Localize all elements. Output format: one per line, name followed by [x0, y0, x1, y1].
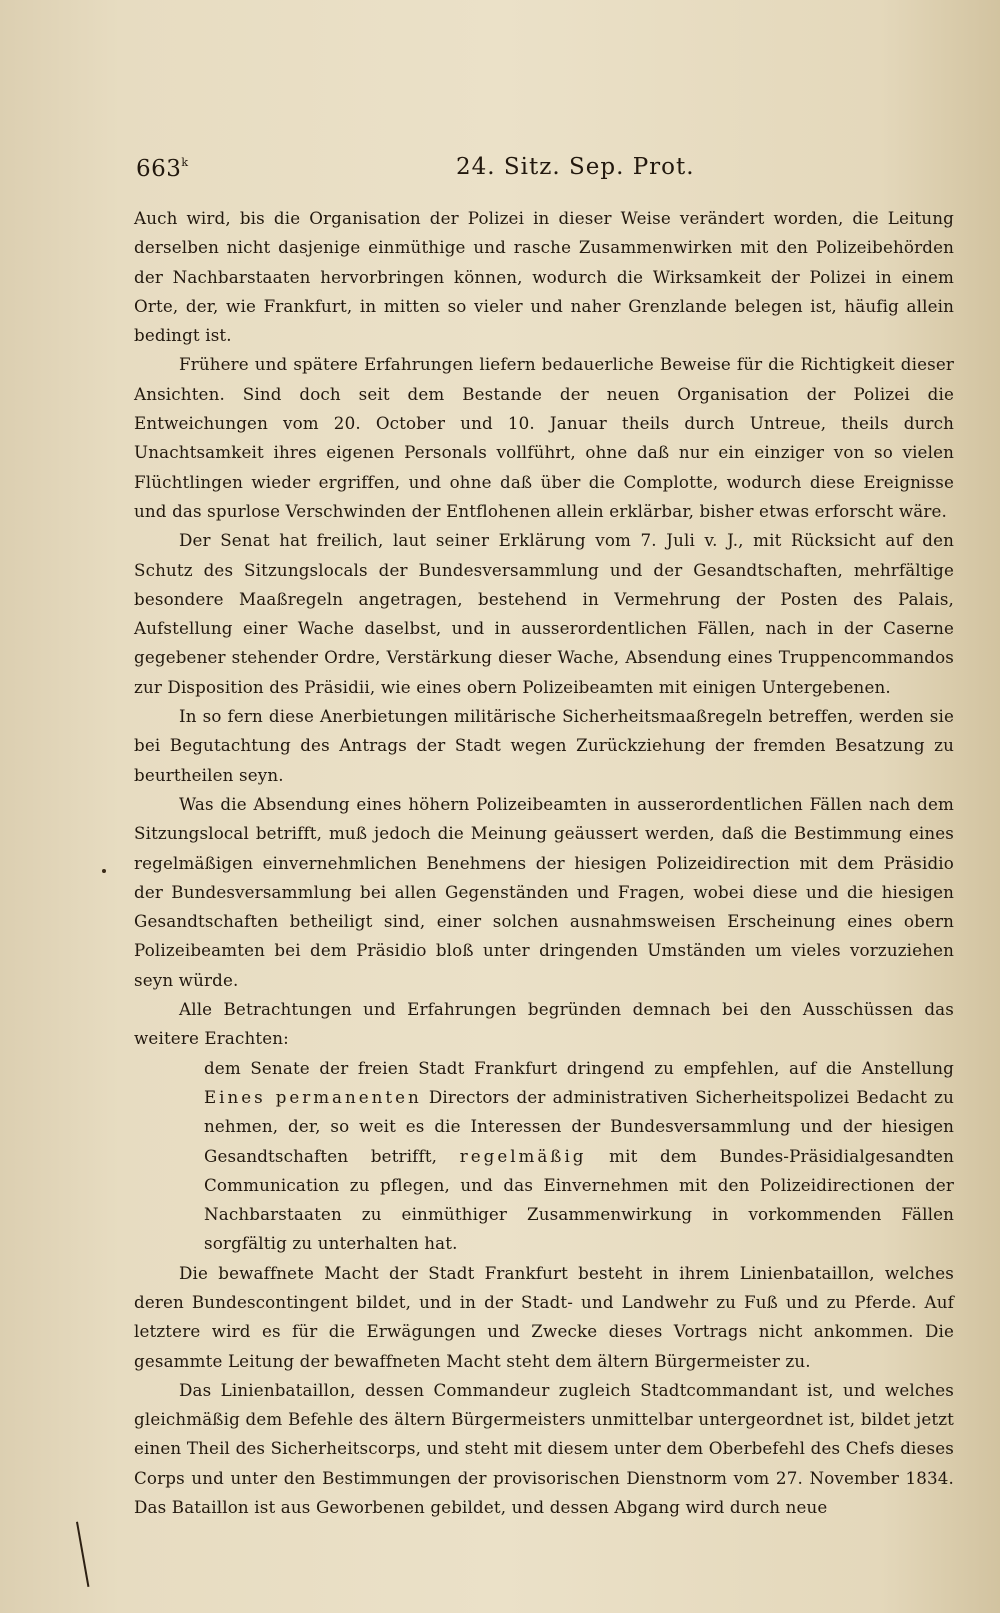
quote-emphasis-2: regelmäßig	[459, 1145, 587, 1166]
page-number-value: 663	[136, 156, 182, 182]
paragraph-2: Frühere und spätere Erfahrungen liefern bedauerliche Beweise für die Richtigkeit dieser Ansichten. Sind doch seit dem Bestande der neuen Organisation der Polizei die Entweichungen vom 20. October und 10. Januar theils durch Untreue, theils durch Unachtsamkeit ihres eigenen Personals vollführt, ohne daß nur ein einziger von so vielen Flüchtlingen wieder ergriffen, und ohne daß über die Complotte, wodurch diese Ereignisse und das spurlose Verschwinden der Entflohenen allein erklärbar, bisher etwas erforscht wäre.	[134, 354, 954, 521]
paragraph-3: Der Senat hat freilich, laut seiner Erklärung vom 7. Juli v. J., mit Rücksicht auf den Schutz des Sitzungslocals der Bundesversammlung und der Gesandtschaften, mehrfältige besondere Maaßregeln angetragen, bestehend in Vermehrung der Posten des Palais, Aufstellung einer Wache daselbst, und in ausserordentlichen Fällen, nach in der Caserne gegebener stehender Ordre, Verstärkung dieser Wache, Absendung eines Truppencommandos zur Disposition des Präsidii, wie eines obern Polizeibeamten mit einigen Untergebenen.	[134, 530, 954, 697]
running-head: 24. Sitz. Sep. Prot.	[456, 154, 695, 180]
page-number	[136, 156, 189, 182]
quote-text-1: dem Senate der freien Stadt Frankfurt dringend zu empfehlen, auf die Anstellung	[204, 1057, 954, 1078]
paragraph-5: Was die Absendung eines höhern Polizeibeamten in ausserordentlichen Fällen nach dem Sitzungslocal betrifft, muß jedoch die Meinung geäussert werden, daß die Bestimmung eines regelmäßigen einvernehmlichen Benehmens der hiesigen Polizeidirection mit dem Präsidio der Bundesversammlung bei allen Gegenständen und Fragen, wobei diese und die hiesigen Gesandtschaften betheiligt sind, einer solchen ausnahmsweisen Erscheinung eines obern Polizeibeamten bei dem Präsidio bloß unter dringenden Umständen um vieles vorzuziehen seyn würde.	[134, 793, 954, 990]
page-number-suffix: k	[181, 156, 189, 169]
paragraph-4: In so fern diese Anerbietungen militärische Sicherheitsmaaßregeln betreffen, werden sie bei Begutachtung des Antrags der Stadt wegen Zurückziehung der fremden Besatzung zu beurtheilen seyn.	[134, 706, 954, 785]
quote-text-2: Directors der administrativen Sicherheitspolizei Bedacht zu nehmen, der, so weit es die Interessen der Bundesversammlung und der hiesigen Gesandtschaften betrifft,	[204, 1086, 954, 1166]
quote-emphasis-1: Eines permanenten	[204, 1086, 422, 1107]
body-text	[134, 204, 954, 1522]
paragraph-8: Das Linienbataillon, dessen Commandeur zugleich Stadtcommandant ist, und welches gleichmäßig dem Befehle des ältern Bürgermeisters unmittelbar untergeordnet ist, bildet jetzt einen Theil des Sicherheitscorps, und steht mit diesem unter dem Oberbefehl des Chefs dieses Corps und unter den Bestimmungen der provisorischen Dienstnorm vom 27. November 1834. Das Bataillon ist aus Geworbenen gebildet, und dessen Abgang wird durch neue	[134, 1379, 954, 1518]
paragraph-6: Alle Betrachtungen und Erfahrungen begründen demnach bei den Ausschüssen das weitere Erachten:	[134, 999, 954, 1049]
paragraph-1: Auch wird, bis die Organisation der Polizei in dieser Weise verändert worden, die Leitung derselben nicht dasjenige einmüthige und rasche Zusammenwirken mit den Polizeibehörden der Nachbarstaaten hervorbringen können, wodurch die Wirksamkeit der Polizei in einem Orte, der, wie Frankfurt, in mitten so vieler und naher Grenzlande belegen ist, häufig allein bedingt ist.	[134, 208, 954, 346]
margin-stroke	[76, 1522, 89, 1587]
margin-dot	[102, 869, 106, 873]
page-header	[0, 148, 1000, 188]
quote-text-3: mit dem Bundes-Präsidialgesandten Communication zu pflegen, und das Einvernehmen mit den Polizeidirectionen der Nachbarstaaten zu einmüthiger Zusammenwirkung in vorkommenden Fällen sorgfältig zu unterhalten hat.	[204, 1145, 954, 1254]
paragraph-7: Die bewaffnete Macht der Stadt Frankfurt besteht in ihrem Linienbataillon, welches deren Bundescontingent bildet, und in der Stadt- und Landwehr zu Fuß und zu Pferde. Auf letztere wird es für die Erwägungen und Zwecke dieses Vortrags nicht ankommen. Die gesammte Leitung der bewaffneten Macht steht dem ältern Bürgermeister zu.	[134, 1262, 954, 1371]
resolution-quote	[204, 1054, 954, 1259]
